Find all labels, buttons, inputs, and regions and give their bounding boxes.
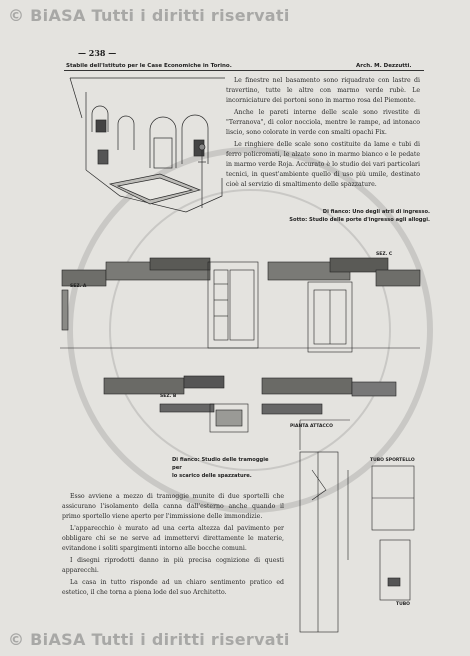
- watermark-bottom: © BiASA Tutti i diritti riservati: [8, 630, 290, 649]
- caption-line: lo scarico delle spazzature.: [172, 473, 252, 479]
- paragraph: Le ringhiere delle scale sono costituite da lame e tubi di ferro policromati, le alzate sono in marmo bianco e le pedate in marmo verde Roja. Accurato è lo studio dei vari particolari tecnici, in quest'ambiente quello di uso più umile, destinato cioè al servizio di smaltimento delle spazzature.: [226, 141, 420, 188]
- label-section-a: SEZ. A: [70, 284, 87, 289]
- label-section-b: SEZ. B: [160, 394, 177, 399]
- door-plans: [62, 258, 420, 414]
- atrium-perspective: [70, 78, 225, 212]
- label-chute: TUBO: [396, 602, 410, 607]
- caption-atrium: [270, 208, 430, 224]
- paragraph: I disegni riprodotti danno in più precisa cognizione di questi apparecchi.: [62, 557, 284, 574]
- caption-hoppers: [172, 456, 280, 480]
- caption-line: Di fianco: Studio delle tramoggie per: [172, 457, 269, 471]
- paragraph: Le finestre nel basamento sono riquadrate con lastre di travertino, tutte le altre con marmo verde rubè. Le incorniciature dei portoni sono in marmo rosa del Piemonte.: [226, 77, 420, 104]
- running-header-author: Arch. M. Dezzutti.: [356, 63, 412, 69]
- paragraph: La casa in tutto risponde ad un chiaro sentimento pratico ed estetico, il che torna a piena lode del suo Architetto.: [62, 579, 284, 596]
- watermark-top: © BiASA Tutti i diritti riservati: [8, 6, 290, 25]
- label-plan-attachment: PIANTA ATTACCO: [290, 424, 333, 429]
- text-column-bottom: [62, 492, 284, 600]
- caption-line: Sotto: Studio delle porte d'ingresso agli alloggi.: [289, 217, 430, 223]
- page-number: — 238 —: [78, 48, 117, 58]
- paragraph: L'apparecchio è murato ad una certa altezza dal pavimento per obbligare chi se ne serve ad immettervi direttamente le materie, evitandone i soliti spargimenti intorno alle bocche comuni.: [62, 525, 284, 552]
- caption-line: Di fianco: Uno degli atrii di ingresso.: [322, 209, 430, 215]
- text-column-top: [226, 76, 420, 192]
- running-header-title: Stabile dell'Istituto per le Case Economiche in Torino.: [66, 63, 232, 69]
- paragraph: Esso avviene a mezzo di tramoggie munite di due sportelli che assicurano l'isolamento della canna dall'esterno anche quando il primo sportello viene aperto per l'immissione delle immondizie.: [62, 493, 284, 520]
- label-section-c: SEZ. C: [376, 252, 393, 257]
- label-chute-door: TUBO SPORTELLO: [370, 458, 415, 463]
- paragraph: Anche le pareti interne delle scale sono rivestite di "Terranova", di color nocciola, mentre le rampe, ad intonaco liscio, sono colorate in verde con smalti opachi Fix.: [226, 109, 420, 136]
